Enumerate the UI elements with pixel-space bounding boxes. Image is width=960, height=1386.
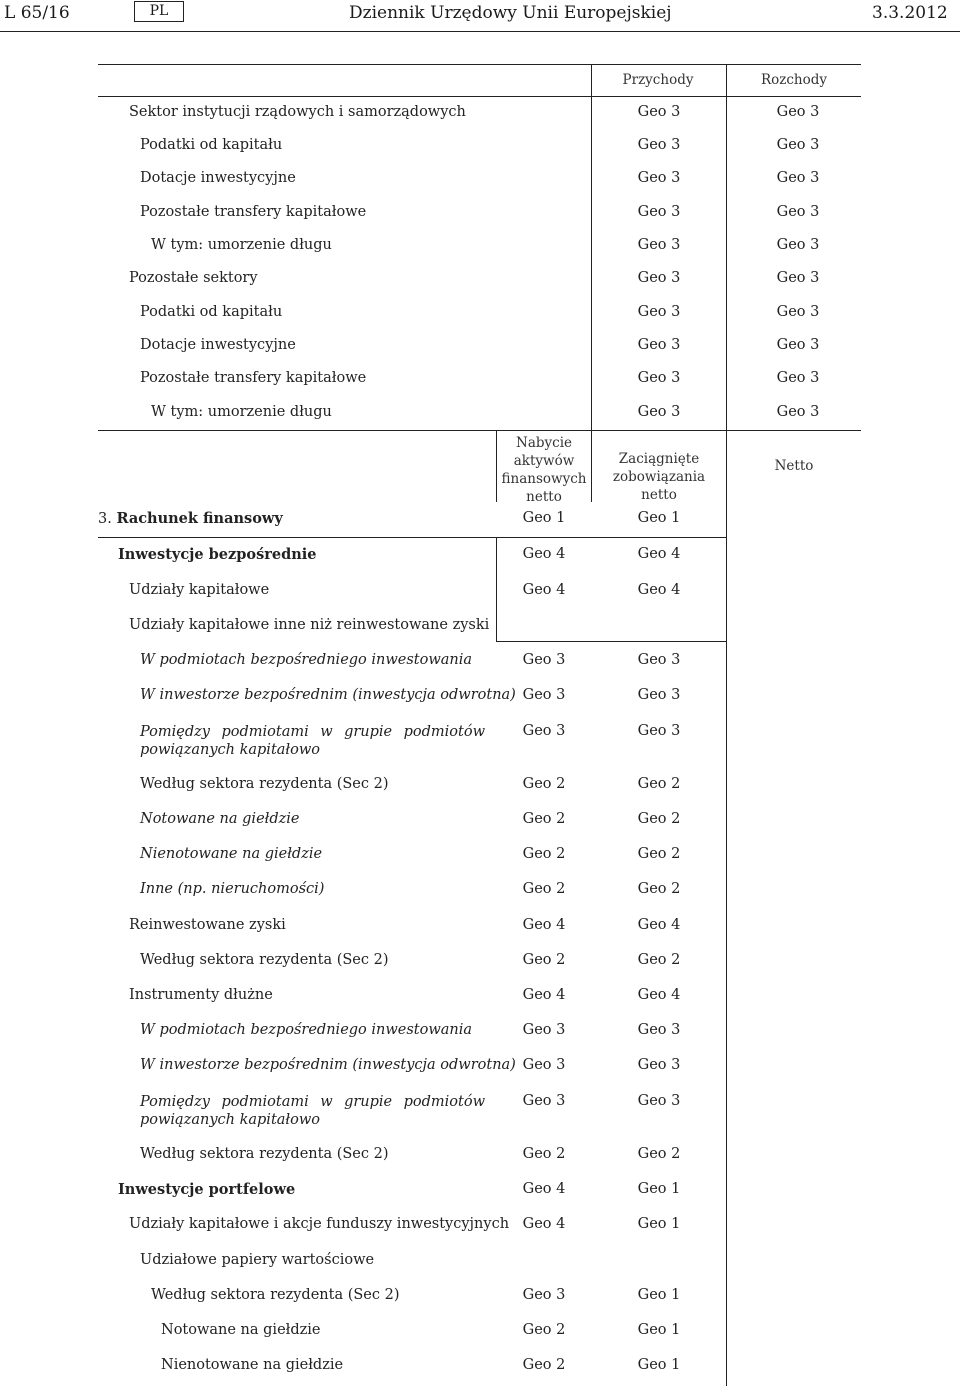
table-cell: Geo 3 (637, 370, 681, 386)
table-cell: Geo 2 (522, 1357, 566, 1373)
table-cell: Geo 3 (776, 170, 820, 186)
table-cell: Geo 3 (637, 104, 681, 120)
column-divider (726, 502, 727, 1386)
table-row-label: W inwestorze bezpośrednim (inwestycja odwrotna) (140, 687, 516, 703)
table-row-label: W tym: umorzenie długu (151, 404, 332, 420)
table-row-label: W tym: umorzenie długu (151, 237, 332, 253)
table-cell: Geo 4 (522, 917, 566, 933)
table-row-label: Inwestycje portfelowe (118, 1181, 296, 1198)
table-cell: Geo 2 (637, 846, 681, 862)
table-row-label: Udziały kapitałowe i akcje funduszy inwestycyjnych (129, 1216, 510, 1232)
table-row-label: Pomiędzy podmiotami w grupie podmiotów powiązanych kapitałowo (140, 724, 485, 758)
table-row-label: Podatki od kapitału (140, 304, 283, 320)
table-cell: Geo 2 (522, 776, 566, 792)
table-cell: Geo 3 (637, 170, 681, 186)
table-cell: Geo 3 (522, 687, 566, 703)
table-cell: Geo 2 (522, 811, 566, 827)
table-cell: Geo 3 (637, 1057, 681, 1073)
table-row-label: Według sektora rezydenta (Sec 2) (151, 1287, 400, 1303)
table-cell: Geo 3 (776, 237, 820, 253)
table-row-label: Według sektora rezydenta (Sec 2) (140, 952, 389, 968)
section-title: 3. Rachunek finansowy (98, 510, 283, 527)
table-cell: Geo 3 (776, 204, 820, 220)
column-header-liabilities: Zaciągnięte zobowiązania netto (612, 451, 706, 503)
table-row-label: Nienotowane na giełdzie (161, 1357, 344, 1373)
column-header-expenditure: Rozchody (760, 72, 828, 88)
table-cell: Geo 3 (637, 687, 681, 703)
table-cell: Geo 1 (637, 1357, 681, 1373)
column-divider (726, 64, 727, 431)
column-header-revenue: Przychody (622, 72, 694, 88)
table-cell: Geo 4 (522, 1216, 566, 1232)
table-cell: Geo 3 (637, 204, 681, 220)
table-row-label: Udziałowe papiery wartościowe (140, 1252, 375, 1268)
table-cell: Geo 3 (776, 104, 820, 120)
column-divider (591, 64, 592, 431)
table-cell: Geo 3 (637, 1022, 681, 1038)
table-cell: Geo 3 (776, 270, 820, 286)
table-cell: Geo 1 (637, 510, 681, 526)
table-cell: Geo 3 (776, 370, 820, 386)
publication-date: 3.3.2012 (872, 3, 948, 23)
table-row-label: Inwestycje bezpośrednie (118, 546, 317, 563)
table-row-label: Dotacje inwestycyjne (140, 170, 296, 186)
table-cell: Geo 2 (637, 881, 681, 897)
table-cell: Geo 3 (637, 723, 681, 739)
table-row-label: Dotacje inwestycyjne (140, 337, 296, 353)
section-border (98, 537, 726, 538)
table-cell: Geo 3 (522, 1022, 566, 1038)
table-cell: Geo 2 (637, 811, 681, 827)
table-cell: Geo 1 (637, 1216, 681, 1232)
table-row-label: Pozostałe transfery kapitałowe (140, 204, 367, 220)
table-row-label: Według sektora rezydenta (Sec 2) (140, 776, 389, 792)
table-cell: Geo 3 (637, 270, 681, 286)
table-cell: Geo 3 (637, 137, 681, 153)
table-row-label: Pozostałe sektory (129, 270, 258, 286)
table-row-label: Pozostałe transfery kapitałowe (140, 370, 367, 386)
table-cell: Geo 4 (522, 546, 566, 562)
table-cell: Geo 2 (637, 776, 681, 792)
table-row-label: Reinwestowane zyski (129, 917, 286, 933)
table-cell: Geo 3 (522, 652, 566, 668)
table-cell: Geo 3 (637, 652, 681, 668)
header-rule (0, 31, 960, 32)
table-cell: Geo 3 (776, 304, 820, 320)
table-cell: Geo 2 (522, 952, 566, 968)
table-row-label: Pomiędzy podmiotami w grupie podmiotów powiązanych kapitałowo (140, 1094, 485, 1128)
page-reference: L 65/16 (4, 3, 70, 23)
table-cell: Geo 3 (522, 723, 566, 739)
table-cell: Geo 4 (637, 582, 681, 598)
table-cell: Geo 2 (522, 846, 566, 862)
section-border (496, 641, 726, 642)
table-cell: Geo 4 (522, 582, 566, 598)
table-cell: Geo 1 (522, 510, 566, 526)
table-row-label: W podmiotach bezpośredniego inwestowania (140, 652, 473, 668)
table-top-border (98, 64, 861, 65)
table-cell: Geo 1 (637, 1322, 681, 1338)
table-cell: Geo 4 (637, 917, 681, 933)
table-row-label: W inwestorze bezpośrednim (inwestycja odwrotna) (140, 1057, 516, 1073)
table-cell: Geo 4 (637, 987, 681, 1003)
journal-title: Dziennik Urzędowy Unii Europejskiej (349, 3, 672, 23)
table-cell: Geo 4 (637, 546, 681, 562)
table-row-label: Podatki od kapitału (140, 137, 283, 153)
language-badge: PL (134, 1, 184, 22)
table-cell: Geo 3 (522, 1093, 566, 1109)
column-header-net: Netto (774, 458, 814, 474)
table-row-label: Według sektora rezydenta (Sec 2) (140, 1146, 389, 1162)
table-cell: Geo 3 (776, 404, 820, 420)
table-row-label: W podmiotach bezpośredniego inwestowania (140, 1022, 473, 1038)
table-cell: Geo 2 (637, 952, 681, 968)
table-cell: Geo 4 (522, 1181, 566, 1197)
table-cell: Geo 2 (522, 1146, 566, 1162)
table-cell: Geo 3 (522, 1057, 566, 1073)
column-header-assets: Nabycie aktywów finansowych netto (501, 435, 587, 505)
table-cell: Geo 3 (637, 404, 681, 420)
table-row-label: Notowane na giełdzie (161, 1322, 321, 1338)
table-cell: Geo 2 (522, 881, 566, 897)
table-cell: Geo 3 (637, 237, 681, 253)
table-bottom-border (98, 430, 861, 431)
table-row-label: Instrumenty dłużne (129, 987, 273, 1003)
table-row-label: Inne (np. nieruchomości) (140, 881, 325, 897)
column-divider (496, 431, 497, 502)
table-header-border (98, 96, 861, 97)
table-cell: Geo 2 (637, 1146, 681, 1162)
table-cell: Geo 4 (522, 987, 566, 1003)
table-cell: Geo 3 (637, 304, 681, 320)
table-cell: Geo 3 (637, 1093, 681, 1109)
table-cell: Geo 3 (776, 137, 820, 153)
column-divider (726, 431, 727, 502)
column-divider (591, 431, 592, 502)
table-row-label: Udziały kapitałowe inne niż reinwestowane zyski (129, 617, 490, 633)
table-row-label: Udziały kapitałowe (129, 582, 270, 598)
table-cell: Geo 3 (637, 337, 681, 353)
table-cell: Geo 2 (522, 1322, 566, 1338)
table-row-label: Sektor instytucji rządowych i samorządowych (129, 104, 466, 120)
table-cell: Geo 3 (776, 337, 820, 353)
table-cell: Geo 3 (522, 1287, 566, 1303)
table-row-label: Notowane na giełdzie (140, 811, 300, 827)
table-row-label: Nienotowane na giełdzie (140, 846, 323, 862)
table-cell: Geo 1 (637, 1287, 681, 1303)
table-cell: Geo 1 (637, 1181, 681, 1197)
